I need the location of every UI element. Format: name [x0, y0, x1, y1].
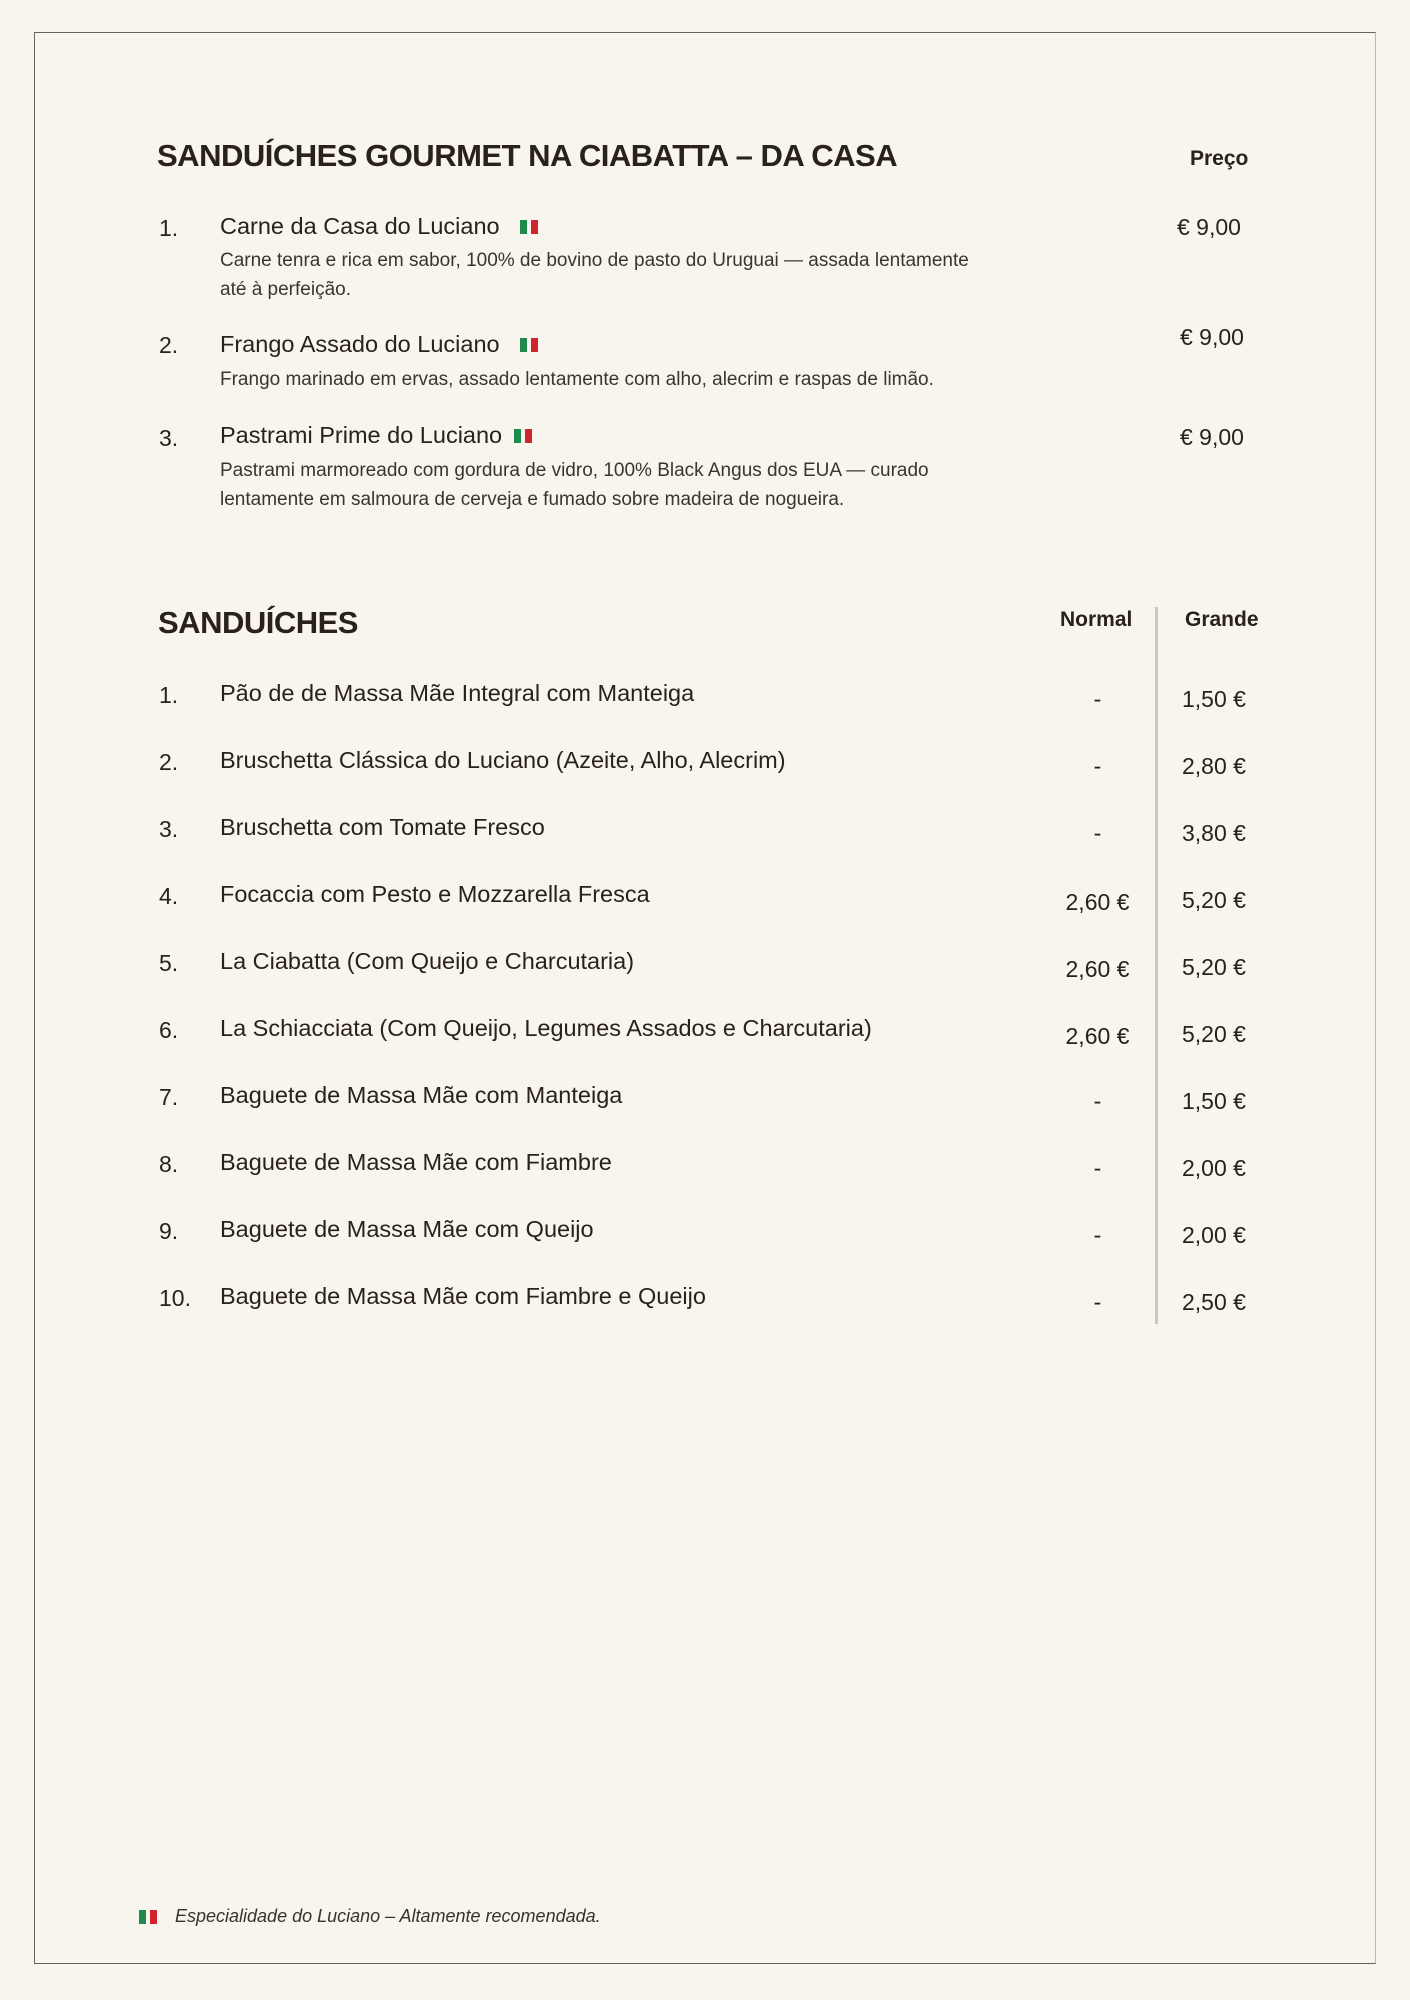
item-name: Baguete de Massa Mãe com Manteiga [220, 1082, 623, 1108]
price-normal: 2,60 € [1065, 956, 1130, 982]
item-name: Baguete de Massa Mãe com Fiambre e Queijo [220, 1283, 706, 1309]
price-grande: 2,50 € [1182, 1289, 1246, 1315]
price-grande: 2,80 € [1182, 753, 1246, 779]
italian-flag-icon [139, 1910, 157, 1924]
page-border [34, 32, 1376, 1964]
italian-flag-icon [520, 220, 538, 234]
price-grande: 5,20 € [1182, 954, 1246, 980]
item-number: 3. [159, 425, 179, 451]
price-normal: 2,60 € [1065, 889, 1130, 915]
price-grande: 5,20 € [1182, 1021, 1246, 1047]
section-title-gourmet: SANDUÍCHES GOURMET NA CIABATTA – DA CASA [157, 138, 898, 173]
price-normal: - [1093, 686, 1102, 712]
footer-note [139, 1906, 601, 1927]
price-normal: - [1093, 1289, 1102, 1315]
price-normal: 2,60 € [1065, 1023, 1130, 1049]
price-normal: - [1093, 1088, 1102, 1114]
item-name: Baguete de Massa Mãe com Fiambre [220, 1149, 612, 1175]
item-price: € 9,00 [1177, 214, 1241, 240]
item-name: Carne da Casa do Luciano [220, 213, 500, 239]
item-description: Frango marinado em ervas, assado lentamente com alho, alecrim e raspas de limão. [220, 369, 934, 390]
item-name: La Ciabatta (Com Queijo e Charcutaria) [220, 948, 635, 974]
price-grande: 2,00 € [1182, 1222, 1246, 1248]
italian-flag-icon [514, 429, 532, 443]
item-name: Focaccia com Pesto e Mozzarella Fresca [220, 881, 650, 907]
price-grande: 1,50 € [1182, 686, 1246, 712]
item-number: 2. [159, 332, 179, 358]
item-name: Pão de de Massa Mãe Integral com Manteiga [220, 680, 695, 706]
price-normal: - [1093, 820, 1102, 846]
price-grande: 1,50 € [1182, 1088, 1246, 1114]
italian-flag-icon [520, 338, 538, 352]
price-normal: - [1093, 1155, 1102, 1181]
footer-text: Especialidade do Luciano – Altamente recomendada. [175, 1906, 601, 1926]
price-normal: - [1093, 753, 1102, 779]
price-grande: 5,20 € [1182, 887, 1246, 913]
section-title-sandwiches: SANDUÍCHES [158, 605, 358, 640]
item-price: € 9,00 [1180, 424, 1244, 450]
column-divider [1155, 607, 1158, 1324]
item-name: Baguete de Massa Mãe com Queijo [220, 1216, 594, 1242]
item-description: Carne tenra e rica em sabor, 100% de bovino de pasto do Uruguai — assada lentamente até à perfeição. [220, 250, 969, 300]
item-name: Bruschetta Clássica do Luciano (Azeite, Alho, Alecrim) [220, 747, 786, 773]
price-normal: - [1093, 1222, 1102, 1248]
item-description: Pastrami marmoreado com gordura de vidro, 100% Black Angus dos EUA — curado lentamente em salmoura de cerveja e fumado sobre madeira de nogueira. [220, 460, 929, 510]
item-name: Bruschetta com Tomate Fresco [220, 814, 545, 840]
price-grande: 3,80 € [1182, 820, 1246, 846]
item-price: € 9,00 [1180, 324, 1244, 350]
column-header-grande: Grande [1185, 608, 1259, 631]
price-grande: 2,00 € [1182, 1155, 1246, 1181]
item-name: Pastrami Prime do Luciano [220, 422, 503, 448]
item-number: 1. [159, 215, 179, 241]
item-name: Frango Assado do Luciano [220, 331, 500, 357]
column-header-price: Preço [1190, 147, 1249, 170]
item-name: La Schiacciata (Com Queijo, Legumes Assados e Charcutaria) [220, 1015, 872, 1041]
column-header-normal: Normal [1060, 608, 1133, 631]
